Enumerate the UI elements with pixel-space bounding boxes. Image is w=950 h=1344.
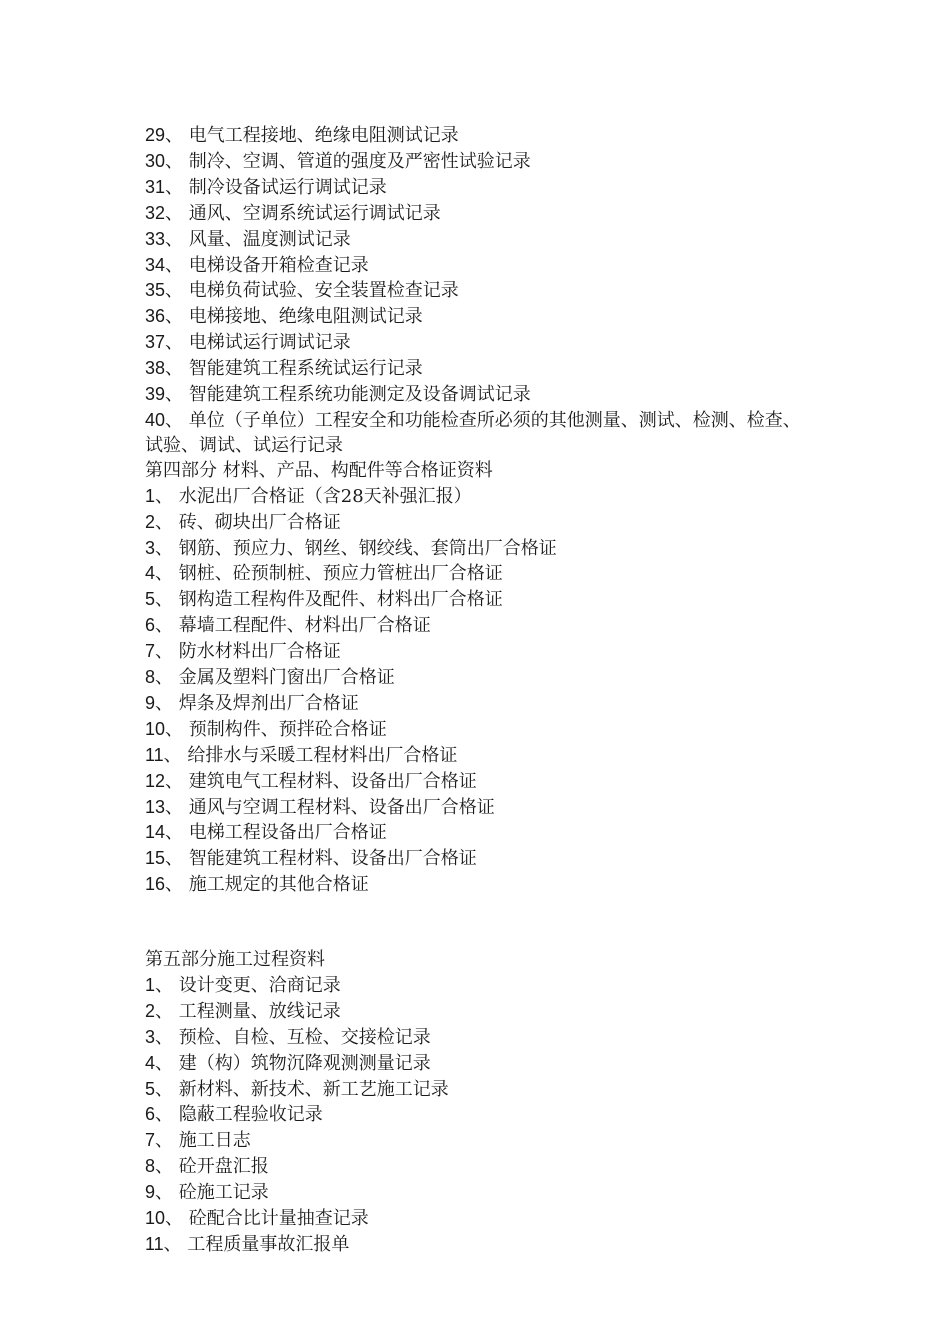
list-item xyxy=(145,227,815,253)
item-text: 工程测量、放线记录 xyxy=(173,1000,341,1022)
list-item xyxy=(145,1206,815,1232)
list-item xyxy=(145,356,815,382)
item-number: 29、 xyxy=(145,125,184,145)
list-item xyxy=(145,1077,815,1103)
item-text: 电梯试运行调试记录 xyxy=(183,332,351,354)
item-text: 施工日志 xyxy=(173,1130,251,1152)
item-text: 隐蔽工程验收记录 xyxy=(173,1104,323,1126)
list-item xyxy=(145,536,815,562)
list-item xyxy=(145,973,815,999)
item-number: 6、 xyxy=(145,615,174,636)
item-number: 14、 xyxy=(145,822,184,843)
list-item xyxy=(145,872,815,898)
item-number: 4、 xyxy=(145,563,174,584)
item-text: 智能建筑工程材料、设备出厂合格证 xyxy=(183,848,477,870)
list-item xyxy=(145,330,815,356)
item-text: 钢筋、预应力、钢丝、钢绞线、套筒出厂合格证 xyxy=(173,537,557,559)
item-text: 工程质量事故汇报单 xyxy=(181,1233,350,1255)
item-text: 设计变更、洽商记录 xyxy=(173,974,341,996)
item-text: 单位（子单位）工程安全和功能检查所必须的其他测量、测试、检测、检查、试验、调试、试运行记录 xyxy=(145,409,801,456)
list-item xyxy=(145,743,815,769)
section-heading: 第四部分 材料、产品、构配件等合格证资料 xyxy=(145,459,493,481)
item-text: 预制构件、预拌砼合格证 xyxy=(183,718,387,740)
item-number: 5、 xyxy=(145,589,174,610)
item-number: 39、 xyxy=(145,384,184,405)
list-item xyxy=(145,304,815,330)
item-text: 通风、空调系统试运行调试记录 xyxy=(183,202,441,224)
item-number: 4、 xyxy=(145,1052,174,1073)
item-number: 30、 xyxy=(145,150,184,171)
section-5 xyxy=(145,948,815,1258)
section-4 xyxy=(145,459,815,898)
item-number: 34、 xyxy=(145,254,184,275)
item-number: 9、 xyxy=(145,1182,174,1203)
item-text: 制冷设备试运行调试记录 xyxy=(183,176,387,198)
item-text: 通风与空调工程材料、设备出厂合格证 xyxy=(183,796,495,818)
item-text: 电气工程接地、绝缘电阻测试记录 xyxy=(183,125,459,146)
item-text: 施工规定的其他合格证 xyxy=(183,874,369,896)
item-number: 2、 xyxy=(145,511,174,532)
item-number: 8、 xyxy=(145,667,174,688)
item-number: 10、 xyxy=(145,1208,184,1229)
item-number: 15、 xyxy=(145,848,184,869)
list-item xyxy=(145,795,815,821)
item-text: 建（构）筑物沉降观测测量记录 xyxy=(173,1052,431,1074)
item-text: 水泥出厂合格证（含28天补强汇报） xyxy=(173,485,472,507)
list-item xyxy=(145,717,815,743)
item-number: 8、 xyxy=(145,1156,174,1177)
item-number: 7、 xyxy=(145,641,174,662)
item-number: 36、 xyxy=(145,306,184,327)
list-item xyxy=(145,613,815,639)
list-item xyxy=(145,561,815,587)
list-item xyxy=(145,1102,815,1128)
item-text: 智能建筑工程系统功能测定及设备调试记录 xyxy=(183,384,531,406)
item-text: 制冷、空调、管道的强度及严密性试验记录 xyxy=(183,150,531,172)
document-body xyxy=(145,123,815,1258)
item-text: 砼施工记录 xyxy=(173,1182,269,1204)
item-number: 11、 xyxy=(145,744,182,765)
list-item xyxy=(145,175,815,201)
list-item xyxy=(145,691,815,717)
list-item xyxy=(145,1232,815,1258)
item-number: 12、 xyxy=(145,770,184,791)
list-item xyxy=(145,846,815,872)
item-number: 9、 xyxy=(145,692,174,713)
list-item xyxy=(145,769,815,795)
item-number: 13、 xyxy=(145,796,184,817)
item-text: 给排水与采暖工程材料出厂合格证 xyxy=(181,744,458,766)
item-text: 建筑电气工程材料、设备出厂合格证 xyxy=(183,770,477,792)
item-number: 3、 xyxy=(145,537,174,558)
item-text: 风量、温度测试记录 xyxy=(183,228,351,250)
item-text: 钢桩、砼预制桩、预应力管桩出厂合格证 xyxy=(173,563,503,585)
item-number: 11、 xyxy=(145,1233,182,1254)
item-text: 电梯接地、绝缘电阻测试记录 xyxy=(183,306,423,328)
item-text: 电梯工程设备出厂合格证 xyxy=(183,822,387,844)
item-text: 砼配合比计量抽查记录 xyxy=(183,1208,369,1230)
item-text: 金属及塑料门窗出厂合格证 xyxy=(173,667,395,689)
list-item xyxy=(145,665,815,691)
item-text: 砖、砌块出厂合格证 xyxy=(173,511,341,533)
item-number: 37、 xyxy=(145,332,184,353)
item-number: 3、 xyxy=(145,1026,174,1047)
section-3-tail-list xyxy=(145,123,815,459)
list-item xyxy=(145,408,815,459)
list-item xyxy=(145,1180,815,1206)
item-number: 10、 xyxy=(145,718,184,739)
list-item xyxy=(145,253,815,279)
item-text: 电梯负荷试验、安全装置检查记录 xyxy=(183,280,459,302)
section-heading: 第五部分施工过程资料 xyxy=(145,948,325,970)
item-number: 35、 xyxy=(145,280,184,301)
list-item xyxy=(145,278,815,304)
item-number: 40、 xyxy=(145,409,184,430)
item-number: 16、 xyxy=(145,874,184,895)
item-text: 智能建筑工程系统试运行记录 xyxy=(183,358,423,380)
item-number: 1、 xyxy=(145,974,174,995)
list-item xyxy=(145,587,815,613)
item-number: 38、 xyxy=(145,358,184,379)
list-item xyxy=(145,484,815,510)
list-item xyxy=(145,1025,815,1051)
item-number: 32、 xyxy=(145,202,184,223)
item-text: 钢构造工程构件及配件、材料出厂合格证 xyxy=(173,589,503,611)
list-item xyxy=(145,820,815,846)
list-item xyxy=(145,123,815,149)
list-item xyxy=(145,999,815,1025)
list-item xyxy=(145,510,815,536)
item-number: 5、 xyxy=(145,1078,174,1099)
item-text: 防水材料出厂合格证 xyxy=(173,641,341,663)
item-number: 2、 xyxy=(145,1000,174,1021)
item-number: 7、 xyxy=(145,1130,174,1151)
item-text: 砼开盘汇报 xyxy=(173,1156,269,1178)
item-text: 预检、自检、互检、交接检记录 xyxy=(173,1026,431,1048)
list-item xyxy=(145,149,815,175)
list-item xyxy=(145,1154,815,1180)
item-text: 幕墙工程配件、材料出厂合格证 xyxy=(173,615,431,637)
list-item xyxy=(145,1051,815,1077)
list-item xyxy=(145,382,815,408)
item-number: 6、 xyxy=(145,1104,174,1125)
list-item xyxy=(145,201,815,227)
item-number: 1、 xyxy=(145,485,174,506)
item-text: 电梯设备开箱检查记录 xyxy=(183,254,369,276)
item-number: 31、 xyxy=(145,176,184,197)
item-number: 33、 xyxy=(145,228,184,249)
section-spacer xyxy=(145,898,815,948)
list-item xyxy=(145,1128,815,1154)
item-text: 焊条及焊剂出厂合格证 xyxy=(173,692,359,714)
list-item xyxy=(145,639,815,665)
item-text: 新材料、新技术、新工艺施工记录 xyxy=(173,1078,449,1100)
